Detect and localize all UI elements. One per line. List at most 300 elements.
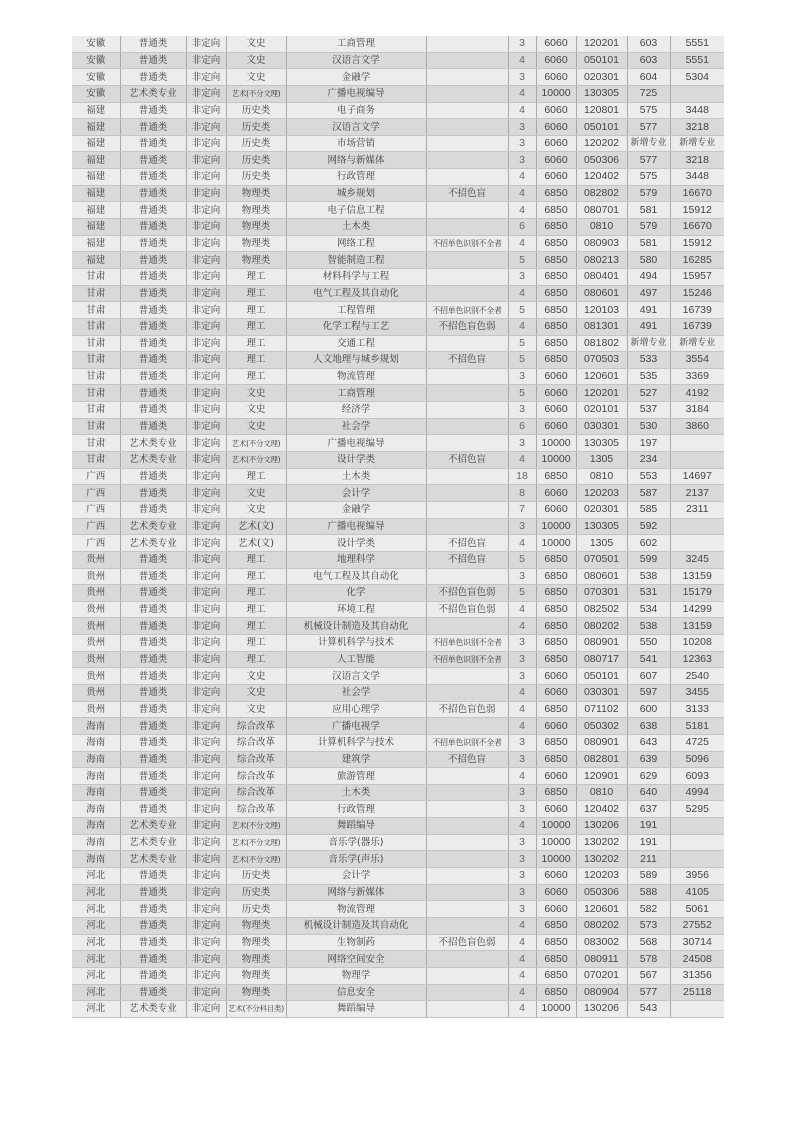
plan-type-cell: 非定向: [186, 36, 226, 52]
note-cell: [426, 501, 508, 518]
table-row: [72, 651, 724, 668]
subject-cell: 理工: [226, 635, 286, 652]
category-cell: 普通类: [120, 418, 186, 435]
min-rank-cell: 15246: [670, 285, 724, 302]
table-row: [72, 169, 724, 186]
major-code-cell: 050101: [576, 119, 627, 136]
major-cell: 市场营销: [286, 135, 426, 152]
tuition-cell: 6850: [536, 318, 576, 335]
major-cell: 网络与新媒体: [286, 152, 426, 169]
min-score-cell: 535: [627, 368, 670, 385]
plan-type-cell: 非定向: [186, 668, 226, 685]
min-score-cell: 537: [627, 402, 670, 419]
min-score-cell: 638: [627, 718, 670, 735]
years-cell: 3: [508, 901, 536, 918]
province-cell: 广西: [72, 501, 120, 518]
table-row: [72, 751, 724, 768]
note-cell: [426, 784, 508, 801]
major-cell: 电子信息工程: [286, 202, 426, 219]
years-cell: 4: [508, 984, 536, 1001]
major-code-cell: 130202: [576, 851, 627, 868]
years-cell: 3: [508, 801, 536, 818]
note-cell: [426, 368, 508, 385]
min-score-cell: 582: [627, 901, 670, 918]
years-cell: 5: [508, 385, 536, 402]
major-cell: 汉语言文学: [286, 52, 426, 69]
tuition-cell: 10000: [536, 85, 576, 102]
note-cell: [426, 917, 508, 934]
province-cell: 福建: [72, 202, 120, 219]
plan-type-cell: 非定向: [186, 1001, 226, 1018]
table-row: [72, 318, 724, 335]
major-cell: 金融学: [286, 69, 426, 86]
major-cell: 环境工程: [286, 601, 426, 618]
category-cell: 普通类: [120, 352, 186, 369]
tuition-cell: 10000: [536, 435, 576, 452]
years-cell: 6: [508, 418, 536, 435]
category-cell: 普通类: [120, 402, 186, 419]
plan-type-cell: 非定向: [186, 984, 226, 1001]
major-cell: 土木类: [286, 468, 426, 485]
table-row: [72, 119, 724, 136]
note-cell: [426, 152, 508, 169]
province-cell: 贵州: [72, 585, 120, 602]
plan-type-cell: 非定向: [186, 85, 226, 102]
subject-cell: 文史: [226, 418, 286, 435]
plan-type-cell: 非定向: [186, 518, 226, 535]
min-rank-cell: 16739: [670, 318, 724, 335]
table-row: [72, 302, 724, 319]
subject-cell: 理工: [226, 268, 286, 285]
min-rank-cell: 3245: [670, 551, 724, 568]
subject-cell: 理工: [226, 651, 286, 668]
tuition-cell: 6060: [536, 69, 576, 86]
major-code-cell: 080903: [576, 235, 627, 252]
tuition-cell: 6850: [536, 635, 576, 652]
subject-cell: 物理类: [226, 219, 286, 236]
major-cell: 机械设计制造及其自动化: [286, 618, 426, 635]
category-cell: 普通类: [120, 718, 186, 735]
category-cell: 普通类: [120, 152, 186, 169]
note-cell: [426, 684, 508, 701]
major-cell: 行政管理: [286, 801, 426, 818]
min-score-cell: 592: [627, 518, 670, 535]
plan-type-cell: 非定向: [186, 868, 226, 885]
table-row: [72, 202, 724, 219]
major-code-cell: 080401: [576, 268, 627, 285]
major-cell: 计算机科学与技术: [286, 734, 426, 751]
tuition-cell: 6850: [536, 551, 576, 568]
major-cell: 网络空间安全: [286, 951, 426, 968]
province-cell: 贵州: [72, 651, 120, 668]
major-cell: 物理学: [286, 967, 426, 984]
years-cell: 5: [508, 585, 536, 602]
min-score-cell: 597: [627, 684, 670, 701]
plan-type-cell: 非定向: [186, 751, 226, 768]
plan-type-cell: 非定向: [186, 535, 226, 552]
subject-cell: 理工: [226, 551, 286, 568]
years-cell: 5: [508, 252, 536, 269]
major-code-cell: 130305: [576, 85, 627, 102]
years-cell: 3: [508, 734, 536, 751]
category-cell: 普通类: [120, 385, 186, 402]
note-cell: 不招色盲: [426, 551, 508, 568]
table-row: [72, 36, 724, 52]
province-cell: 贵州: [72, 635, 120, 652]
years-cell: 6: [508, 219, 536, 236]
major-cell: 人文地理与城乡规划: [286, 352, 426, 369]
tuition-cell: 6060: [536, 119, 576, 136]
min-score-cell: 581: [627, 235, 670, 252]
subject-cell: 历史类: [226, 901, 286, 918]
min-score-cell: 491: [627, 302, 670, 319]
min-rank-cell: 4192: [670, 385, 724, 402]
major-cell: 计算机科学与技术: [286, 635, 426, 652]
category-cell: 普通类: [120, 585, 186, 602]
min-score-cell: 587: [627, 485, 670, 502]
years-cell: 5: [508, 551, 536, 568]
major-cell: 应用心理学: [286, 701, 426, 718]
province-cell: 海南: [72, 801, 120, 818]
table-row: [72, 818, 724, 835]
years-cell: 3: [508, 568, 536, 585]
years-cell: 3: [508, 135, 536, 152]
subject-cell: 理工: [226, 302, 286, 319]
tuition-cell: 6850: [536, 352, 576, 369]
min-rank-cell: 3369: [670, 368, 724, 385]
plan-type-cell: 非定向: [186, 951, 226, 968]
tuition-cell: 6850: [536, 701, 576, 718]
category-cell: 普通类: [120, 235, 186, 252]
years-cell: 4: [508, 701, 536, 718]
plan-type-cell: 非定向: [186, 169, 226, 186]
major-code-cell: 120201: [576, 36, 627, 52]
category-cell: 艺术类专业: [120, 452, 186, 469]
min-rank-cell: 2137: [670, 485, 724, 502]
subject-cell: 综合改革: [226, 784, 286, 801]
table-row: [72, 984, 724, 1001]
province-cell: 甘肃: [72, 385, 120, 402]
province-cell: 贵州: [72, 701, 120, 718]
min-rank-cell: 3956: [670, 868, 724, 885]
min-rank-cell: [670, 85, 724, 102]
table-row: [72, 601, 724, 618]
plan-type-cell: 非定向: [186, 335, 226, 352]
table-row: [72, 468, 724, 485]
province-cell: 广西: [72, 535, 120, 552]
province-cell: 海南: [72, 818, 120, 835]
min-score-cell: 599: [627, 551, 670, 568]
table-row: [72, 668, 724, 685]
major-cell: 电子商务: [286, 102, 426, 119]
major-code-cell: 120203: [576, 485, 627, 502]
major-cell: 建筑学: [286, 751, 426, 768]
province-cell: 甘肃: [72, 418, 120, 435]
tuition-cell: 6060: [536, 385, 576, 402]
tuition-cell: 6850: [536, 734, 576, 751]
subject-cell: 物理类: [226, 934, 286, 951]
min-score-cell: 577: [627, 984, 670, 1001]
years-cell: 8: [508, 485, 536, 502]
min-rank-cell: 24508: [670, 951, 724, 968]
category-cell: 普通类: [120, 202, 186, 219]
years-cell: 5: [508, 335, 536, 352]
province-cell: 河北: [72, 884, 120, 901]
tuition-cell: 6060: [536, 501, 576, 518]
plan-type-cell: 非定向: [186, 585, 226, 602]
category-cell: 普通类: [120, 551, 186, 568]
category-cell: 普通类: [120, 768, 186, 785]
province-cell: 安徽: [72, 36, 120, 52]
major-cell: 广播电视编导: [286, 435, 426, 452]
min-rank-cell: 3455: [670, 684, 724, 701]
years-cell: 3: [508, 268, 536, 285]
subject-cell: 理工: [226, 468, 286, 485]
min-score-cell: 550: [627, 635, 670, 652]
table-row: [72, 917, 724, 934]
subject-cell: 历史类: [226, 102, 286, 119]
province-cell: 海南: [72, 784, 120, 801]
province-cell: 安徽: [72, 85, 120, 102]
major-cell: 土木类: [286, 219, 426, 236]
table-row: [72, 951, 724, 968]
tuition-cell: 10000: [536, 834, 576, 851]
plan-type-cell: 非定向: [186, 768, 226, 785]
province-cell: 广西: [72, 518, 120, 535]
min-rank-cell: 5551: [670, 52, 724, 69]
min-score-cell: 588: [627, 884, 670, 901]
note-cell: 不招单色识别不全者: [426, 635, 508, 652]
years-cell: 3: [508, 368, 536, 385]
subject-cell: 综合改革: [226, 734, 286, 751]
major-code-cell: 080701: [576, 202, 627, 219]
province-cell: 福建: [72, 185, 120, 202]
major-code-cell: 080717: [576, 651, 627, 668]
plan-type-cell: 非定向: [186, 635, 226, 652]
category-cell: 普通类: [120, 335, 186, 352]
subject-cell: 物理类: [226, 917, 286, 934]
years-cell: 4: [508, 967, 536, 984]
province-cell: 福建: [72, 252, 120, 269]
category-cell: 普通类: [120, 36, 186, 52]
years-cell: 4: [508, 169, 536, 186]
major-code-cell: 070501: [576, 551, 627, 568]
min-score-cell: 538: [627, 568, 670, 585]
min-rank-cell: [670, 452, 724, 469]
category-cell: 普通类: [120, 668, 186, 685]
subject-cell: 艺术(不分科目类): [226, 1001, 286, 1018]
note-cell: [426, 85, 508, 102]
major-cell: 经济学: [286, 402, 426, 419]
years-cell: 4: [508, 818, 536, 835]
major-cell: 生物制药: [286, 934, 426, 951]
tuition-cell: 6060: [536, 102, 576, 119]
province-cell: 河北: [72, 984, 120, 1001]
major-cell: 工商管理: [286, 36, 426, 52]
table-row: [72, 551, 724, 568]
note-cell: [426, 984, 508, 1001]
table-row: [72, 285, 724, 302]
table-row: [72, 568, 724, 585]
min-score-cell: 579: [627, 185, 670, 202]
major-code-cell: 120901: [576, 768, 627, 785]
tuition-cell: 6060: [536, 901, 576, 918]
major-code-cell: 020101: [576, 402, 627, 419]
years-cell: 4: [508, 684, 536, 701]
note-cell: [426, 119, 508, 136]
min-rank-cell: 16739: [670, 302, 724, 319]
note-cell: 不招单色识别不全者: [426, 235, 508, 252]
min-rank-cell: 5304: [670, 69, 724, 86]
category-cell: 艺术类专业: [120, 85, 186, 102]
major-code-cell: 082502: [576, 601, 627, 618]
subject-cell: 历史类: [226, 169, 286, 186]
major-code-cell: 120203: [576, 868, 627, 885]
major-code-cell: 130305: [576, 435, 627, 452]
major-code-cell: 120402: [576, 801, 627, 818]
min-rank-cell: 5551: [670, 36, 724, 52]
years-cell: 3: [508, 152, 536, 169]
note-cell: [426, 485, 508, 502]
major-cell: 人工智能: [286, 651, 426, 668]
tuition-cell: 6850: [536, 235, 576, 252]
note-cell: 不招色盲色弱: [426, 934, 508, 951]
years-cell: 3: [508, 635, 536, 652]
subject-cell: 理工: [226, 335, 286, 352]
subject-cell: 理工: [226, 568, 286, 585]
tuition-cell: 6850: [536, 285, 576, 302]
min-score-cell: 211: [627, 851, 670, 868]
tuition-cell: 6060: [536, 169, 576, 186]
major-code-cell: 130206: [576, 818, 627, 835]
plan-type-cell: 非定向: [186, 402, 226, 419]
subject-cell: 历史类: [226, 152, 286, 169]
min-rank-cell: [670, 435, 724, 452]
category-cell: 普通类: [120, 285, 186, 302]
min-rank-cell: 2311: [670, 501, 724, 518]
subject-cell: 文史: [226, 36, 286, 52]
min-score-cell: 640: [627, 784, 670, 801]
note-cell: 不招色盲色弱: [426, 585, 508, 602]
plan-type-cell: 非定向: [186, 818, 226, 835]
note-cell: 不招单色识别不全者: [426, 302, 508, 319]
min-rank-cell: 5295: [670, 801, 724, 818]
subject-cell: 文史: [226, 52, 286, 69]
admission-table-page: [72, 36, 724, 1018]
min-rank-cell: 14299: [670, 601, 724, 618]
subject-cell: 理工: [226, 352, 286, 369]
note-cell: 不招色盲色弱: [426, 701, 508, 718]
note-cell: [426, 385, 508, 402]
years-cell: 4: [508, 768, 536, 785]
province-cell: 福建: [72, 219, 120, 236]
plan-type-cell: 非定向: [186, 651, 226, 668]
province-cell: 河北: [72, 917, 120, 934]
subject-cell: 历史类: [226, 868, 286, 885]
category-cell: 普通类: [120, 651, 186, 668]
years-cell: 4: [508, 318, 536, 335]
subject-cell: 文史: [226, 701, 286, 718]
min-score-cell: 578: [627, 951, 670, 968]
table-row: [72, 934, 724, 951]
years-cell: 4: [508, 917, 536, 934]
plan-type-cell: 非定向: [186, 368, 226, 385]
major-cell: 汉语言文学: [286, 668, 426, 685]
min-rank-cell: 12363: [670, 651, 724, 668]
plan-type-cell: 非定向: [186, 102, 226, 119]
province-cell: 甘肃: [72, 368, 120, 385]
subject-cell: 理工: [226, 618, 286, 635]
major-cell: 旅游管理: [286, 768, 426, 785]
major-code-cell: 080601: [576, 568, 627, 585]
tuition-cell: 6060: [536, 368, 576, 385]
tuition-cell: 6850: [536, 568, 576, 585]
min-rank-cell: [670, 1001, 724, 1018]
min-rank-cell: 13159: [670, 618, 724, 635]
table-row: [72, 435, 724, 452]
major-cell: 地理科学: [286, 551, 426, 568]
plan-type-cell: 非定向: [186, 268, 226, 285]
years-cell: 18: [508, 468, 536, 485]
min-rank-cell: 27552: [670, 917, 724, 934]
table-row: [72, 402, 724, 419]
category-cell: 艺术类专业: [120, 518, 186, 535]
min-score-cell: 531: [627, 585, 670, 602]
note-cell: 不招色盲: [426, 185, 508, 202]
major-code-cell: 070201: [576, 967, 627, 984]
major-code-cell: 120402: [576, 169, 627, 186]
years-cell: 4: [508, 718, 536, 735]
min-score-cell: 579: [627, 219, 670, 236]
note-cell: 不招色盲: [426, 751, 508, 768]
subject-cell: 理工: [226, 318, 286, 335]
note-cell: [426, 102, 508, 119]
province-cell: 安徽: [72, 52, 120, 69]
major-code-cell: 080911: [576, 951, 627, 968]
years-cell: 4: [508, 601, 536, 618]
tuition-cell: 6850: [536, 934, 576, 951]
subject-cell: 物理类: [226, 252, 286, 269]
table-row: [72, 485, 724, 502]
table-row: [72, 102, 724, 119]
plan-type-cell: 非定向: [186, 568, 226, 585]
note-cell: [426, 967, 508, 984]
note-cell: [426, 402, 508, 419]
category-cell: 普通类: [120, 751, 186, 768]
tuition-cell: 6060: [536, 768, 576, 785]
note-cell: [426, 468, 508, 485]
major-cell: 音乐学(声乐): [286, 851, 426, 868]
min-rank-cell: 30714: [670, 934, 724, 951]
tuition-cell: 6850: [536, 967, 576, 984]
major-code-cell: 070503: [576, 352, 627, 369]
min-score-cell: 497: [627, 285, 670, 302]
note-cell: [426, 1001, 508, 1018]
years-cell: 4: [508, 102, 536, 119]
subject-cell: 文史: [226, 684, 286, 701]
note-cell: [426, 135, 508, 152]
years-cell: 3: [508, 69, 536, 86]
plan-type-cell: 非定向: [186, 302, 226, 319]
min-rank-cell: [670, 518, 724, 535]
years-cell: 4: [508, 202, 536, 219]
province-cell: 河北: [72, 967, 120, 984]
plan-type-cell: 非定向: [186, 235, 226, 252]
tuition-cell: 6850: [536, 268, 576, 285]
major-cell: 广播电视编导: [286, 518, 426, 535]
min-score-cell: 725: [627, 85, 670, 102]
province-cell: 河北: [72, 1001, 120, 1018]
